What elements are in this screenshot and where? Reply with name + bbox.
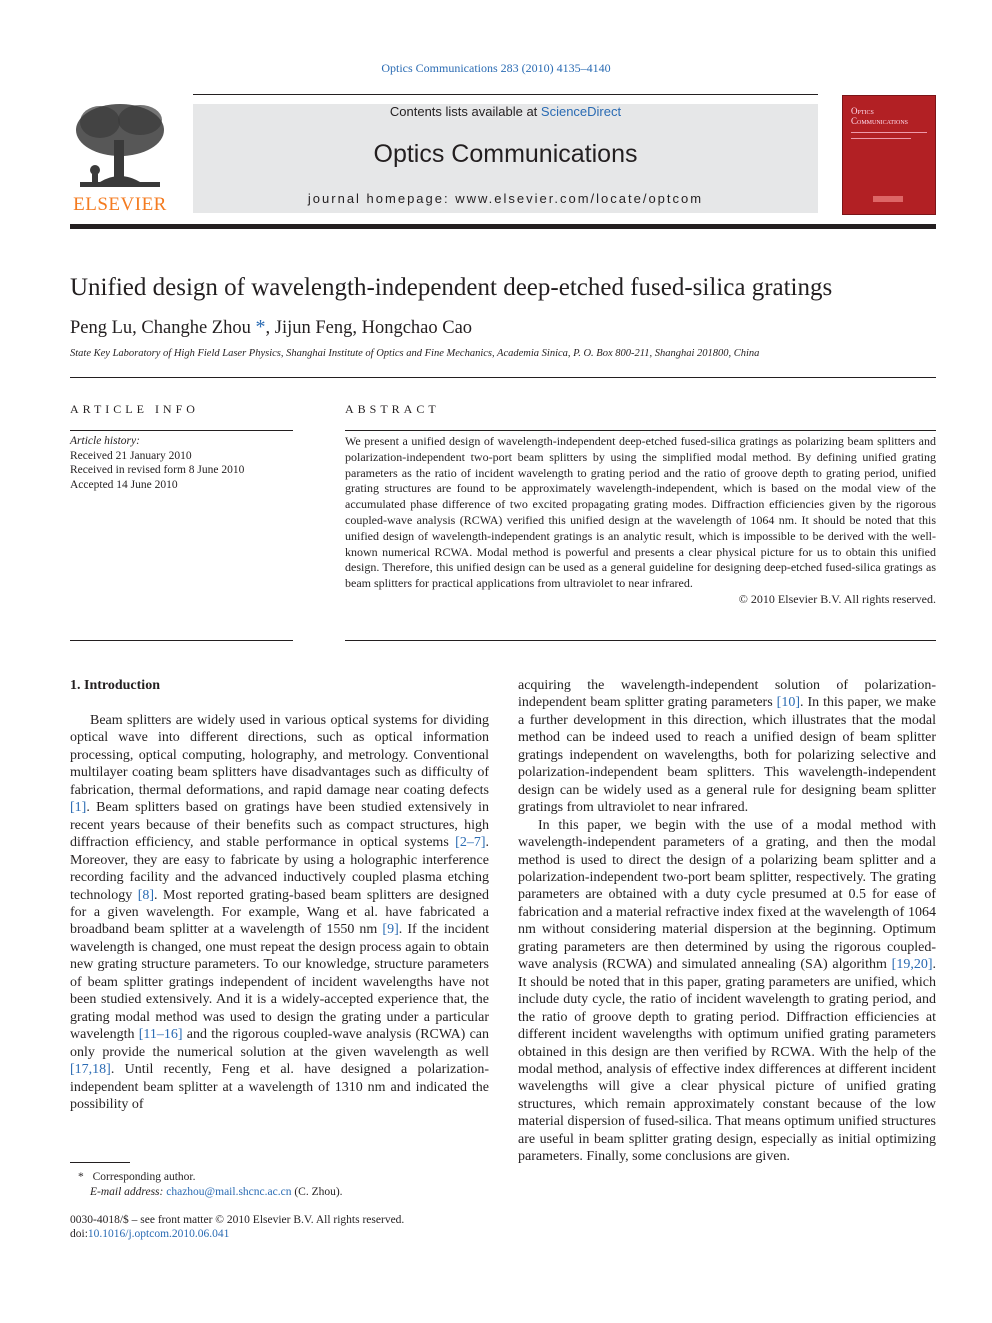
footnote-rule bbox=[70, 1162, 130, 1163]
cover-decoration bbox=[851, 132, 927, 133]
journal-name: Optics Communications bbox=[373, 140, 638, 168]
reference-link[interactable]: [11–16] bbox=[138, 1027, 183, 1043]
elsevier-wordmark: ELSEVIER bbox=[73, 194, 167, 215]
doi-line bbox=[70, 1227, 229, 1242]
footnote-mark: * bbox=[78, 1171, 84, 1183]
authors-part-b: , Jijun Feng, Hongchao Cao bbox=[265, 318, 473, 338]
article-title: Unified design of wavelength-independent deep-etched fused-silica gratings bbox=[70, 274, 833, 301]
abstract-bottom-rule bbox=[345, 640, 936, 641]
cover-title-line1: Optics bbox=[851, 106, 874, 116]
history-label: Article history: bbox=[70, 435, 140, 447]
header-bottom-rule bbox=[70, 224, 936, 229]
affiliation: State Key Laboratory of High Field Laser Physics, Shanghai Institute of Optics and Fine Mechanics, Academia Sinica, P. O. Box 800-211, Shanghai 201800, China bbox=[70, 348, 760, 359]
elsevier-logo bbox=[70, 100, 170, 216]
elsevier-tree-icon bbox=[70, 100, 170, 192]
doi-label: doi: bbox=[70, 1228, 88, 1240]
cover-decoration bbox=[873, 196, 903, 202]
journal-cover-thumbnail[interactable] bbox=[842, 95, 936, 215]
reference-link[interactable]: [1] bbox=[70, 800, 87, 816]
article-history bbox=[70, 434, 293, 492]
abstract-rule bbox=[345, 430, 936, 431]
revised-date: Received in revised form 8 June 2010 bbox=[70, 464, 245, 476]
corresponding-label: Corresponding author. bbox=[92, 1171, 196, 1183]
paragraph: In this paper, we begin with the use of a modal method with wavelength-independent parameters of a grating, and then the modal method is used to direct the design of a polarizing beam splitter and a polarization-independent two-port beam splitter, respectively. The grating parameters are obtained with a duty cycle presumed at 0.5 for ease of fabrication and a material refractive index fixed at the wavelength of 1064 nm without considering material dispersion at the beginning. Optimum grating parameters are then determined by using the rigorous coupled-wave analysis (RCWA) and simulated annealing (SA) algorithm [19,20]. It should be noted that in this paper, grating parameters are unified, which include duty cycle, the ratio of incident wavelength to grating period, and the ratio of groove depth to grating period. Diffraction efficiencies at different incident wavelengths with optimum unified grating parameters obtained in this design are then verified by RCWA. With the help of the modal method, analysis of effective index differences at different incident wavelengths will give a clear physical picture of unified grating structures, which remain approximately constant because of the low material dispersion of fused-silica. That means optimum unified structures are useful in beam splitter grating design, especially as initial optimizing parameters. Finally, some conclusions are given. bbox=[518, 817, 936, 1165]
corresponding-author-footnote bbox=[78, 1170, 195, 1185]
paragraph: Beam splitters are widely used in various optical systems for dividing optical wave into different directions, such as optical information processing, optical computing, holography, and metrology. Conventional multilayer coating beam splitters have disadvantages such as difficulty of fabrication, thermal deformations, and rapid damage near coating defects [1]. Beam splitters based on gratings have been studied extensively in recent years because of their benefits such as compact structures, high diffraction efficiency, and stable performance in optical systems [2–7]. Moreover, they are easy to fabricate by using a holographic interference recording facility and the advanced inductively coupled plasma etching technology [8]. Most reported grating-based beam splitters are designed for a given wavelength. For example, Wang et al. have fabricated a broadband beam splitter at a wavelength of 1550 nm [9]. If the incident wavelength is changed, one must repeat the design process again to obtain new grating structure parameters. To our knowledge, structure parameters of beam splitter gratings independent of incident wavelengths have not been studied extensively. And it is a widely-accepted experience that, the grating modal method was used to design the grating under a particular wavelength [11–16] and the rigorous coupled-wave analysis (RCWA) can only provide the numerical solution at the given wavelength as well [17,18]. Until recently, Feng et al. have designed a polarization-independent beam splitter at a wavelength of 1310 nm and indicated the possibility of bbox=[70, 713, 489, 1112]
authors-part-a: Peng Lu, Changhe Zhou bbox=[70, 318, 251, 338]
article-info-heading: ARTICLE INFO bbox=[70, 402, 199, 416]
abstract-text: We present a unified design of wavelength-independent deep-etched fused-silica gratings as polarizing beam splitters and polarization-independent two-port beam splitters by using the simplified modal method. By defining unified grating parameters as the ratio of incident wavelength to grating period and the ratio of groove depth to grating period, unified grating structures are found to be approximately wavelength-independent, which is based on the modal view of the accumulated phase difference of two excited propagating grating modes. Diffraction efficiencies given by the rigorous coupled-wave analysis (RCWA) verified this unified design at the wavelength of 1064 nm. It should be noted that this unified design of wavelength-independent gratings is an analytic result, which is impossible to be derived with the well-known numerical RCWA. Modal method is powerful and presents a clear physical picture for us to obtain this unified design. Therefore, this unified design can be used as a general guideline for designing deep-etched fused-silica gratings as beam splitters for practical applications from ultraviolet to near infrared. bbox=[345, 434, 936, 591]
left-column-text bbox=[70, 712, 489, 1113]
journal-homepage bbox=[193, 191, 818, 206]
reference-link[interactable]: [10] bbox=[776, 695, 800, 711]
reference-link[interactable]: [2–7] bbox=[455, 835, 486, 851]
journal-citation[interactable]: Optics Communications 283 (2010) 4135–4140 bbox=[381, 61, 611, 75]
reference-link[interactable]: [9] bbox=[382, 922, 399, 938]
email-footnote bbox=[90, 1185, 343, 1200]
cover-decoration bbox=[851, 138, 911, 139]
contents-line bbox=[193, 104, 818, 119]
homepage-link[interactable]: www.elsevier.com/locate/optcom bbox=[455, 191, 704, 206]
author-list bbox=[70, 316, 936, 339]
abstract-heading: ABSTRACT bbox=[345, 402, 440, 416]
received-date: Received 21 January 2010 bbox=[70, 449, 192, 462]
reference-link[interactable]: [19,20] bbox=[891, 957, 933, 973]
reference-link[interactable]: [17,18] bbox=[70, 1062, 111, 1078]
email-suffix: (C. Zhou). bbox=[291, 1186, 343, 1198]
copyright-notice: © 2010 Elsevier B.V. All rights reserved. bbox=[738, 591, 936, 606]
section-heading-introduction: 1. Introduction bbox=[70, 678, 160, 693]
header-top-rule bbox=[193, 94, 818, 95]
homepage-prefix: journal homepage: bbox=[307, 191, 456, 206]
contents-prefix: Contents lists available at bbox=[389, 104, 541, 119]
paragraph: acquiring the wavelength-independent solution of polarization-independent beam splitter grating parameters [10]. In this paper, we make a further development in this direction, which illustrates that the modal method can be indeed used to reach a unified design of beam splitter gratings independent on wavelengths, both for polarizing selective and polarization-independent beam splitters. This wavelength-independent design can be widely used as a general rule for designing beam splitter gratings from ultraviolet to near infrared. bbox=[518, 678, 937, 816]
reference-link[interactable]: [8] bbox=[137, 887, 155, 903]
article-info-rule bbox=[70, 430, 293, 431]
title-divider bbox=[70, 377, 936, 378]
cover-title-line2: Communications bbox=[851, 116, 909, 126]
corresponding-author-mark[interactable]: * bbox=[255, 316, 266, 338]
doi-link[interactable]: 10.1016/j.optcom.2010.06.041 bbox=[87, 1228, 230, 1240]
accepted-date: Accepted 14 June 2010 bbox=[70, 478, 178, 491]
email-link[interactable]: chazhou@mail.shcnc.ac.cn bbox=[166, 1186, 292, 1198]
email-label: E-mail address: bbox=[90, 1186, 164, 1198]
sciencedirect-link[interactable]: ScienceDirect bbox=[540, 104, 622, 119]
right-column-text bbox=[518, 677, 936, 1166]
article-info-bottom-rule bbox=[70, 640, 293, 641]
abstract-body bbox=[345, 434, 936, 608]
issn-line: 0030-4018/$ – see front matter © 2010 Elsevier B.V. All rights reserved. bbox=[70, 1214, 405, 1226]
